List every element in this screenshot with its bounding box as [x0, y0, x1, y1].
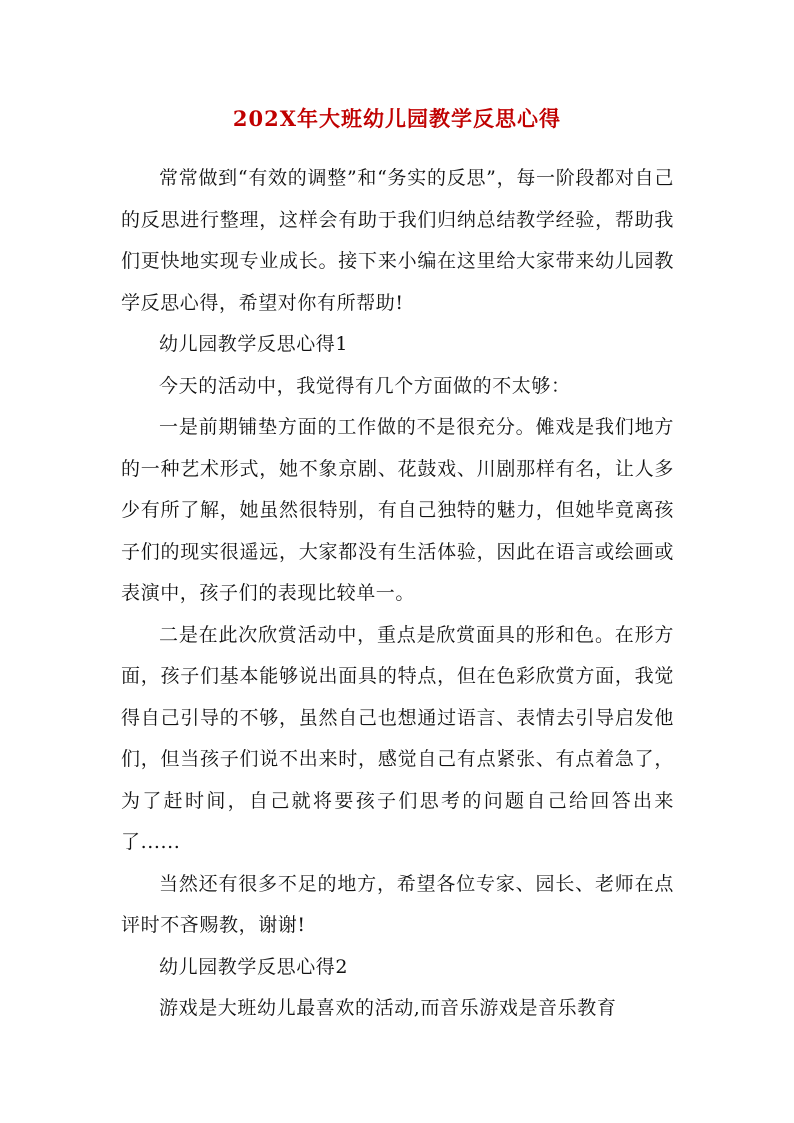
- document-body: [121, 158, 674, 1030]
- document-title: 202X年大班幼儿园教学反思心得: [232, 106, 562, 131]
- section-heading-2: 幼儿园教学反思心得2: [159, 955, 349, 978]
- section-heading-1: 幼儿园教学反思心得1: [159, 333, 349, 355]
- body-paragraph: 二是在此次欣赏活动中，重点是欣赏面具的形和色。在形方面，孩子们基本能够说出面具的特点，但在色彩欣赏方面，我觉得自己引导的不够，虽然自己也想通过语言、表情去引导启发他们，但当孩子们说不出来时，感觉自己有点紧张、有点着急了，为了赶时间，自己就将要孩子们思考的问题自己给回答出来了......: [121, 623, 674, 853]
- intro-paragraph: 常常做到“有效的调整”和“务实的反思”，每一阶段都对自己的反思进行整理，这样会有助于我们归纳总结教学经验，帮助我们更快地实现专业成长。接下来小编在这里给大家带来幼儿园教学反思心得，希望对你有所帮助!: [121, 167, 674, 314]
- body-paragraph: 当然还有很多不足的地方，希望各位专家、园长、老师在点评时不吝赐教，谢谢!: [121, 872, 674, 936]
- body-paragraph: 游戏是大班幼儿最喜欢的活动,而音乐游戏是音乐教育: [159, 997, 617, 1019]
- body-paragraph: 今天的活动中，我觉得有几个方面做的不太够：: [159, 374, 571, 397]
- body-paragraph: 一是前期铺垫方面的工作做的不是很充分。傩戏是我们地方的一种艺术形式，她不象京剧、花鼓戏、川剧那样有名，让人多少有所了解，她虽然很特别，有自己独特的魅力，但她毕竟离孩子们的现实很遥远，大家都没有生活体验，因此在语言或绘画或表演中，孩子们的表现比较单一。: [121, 416, 674, 604]
